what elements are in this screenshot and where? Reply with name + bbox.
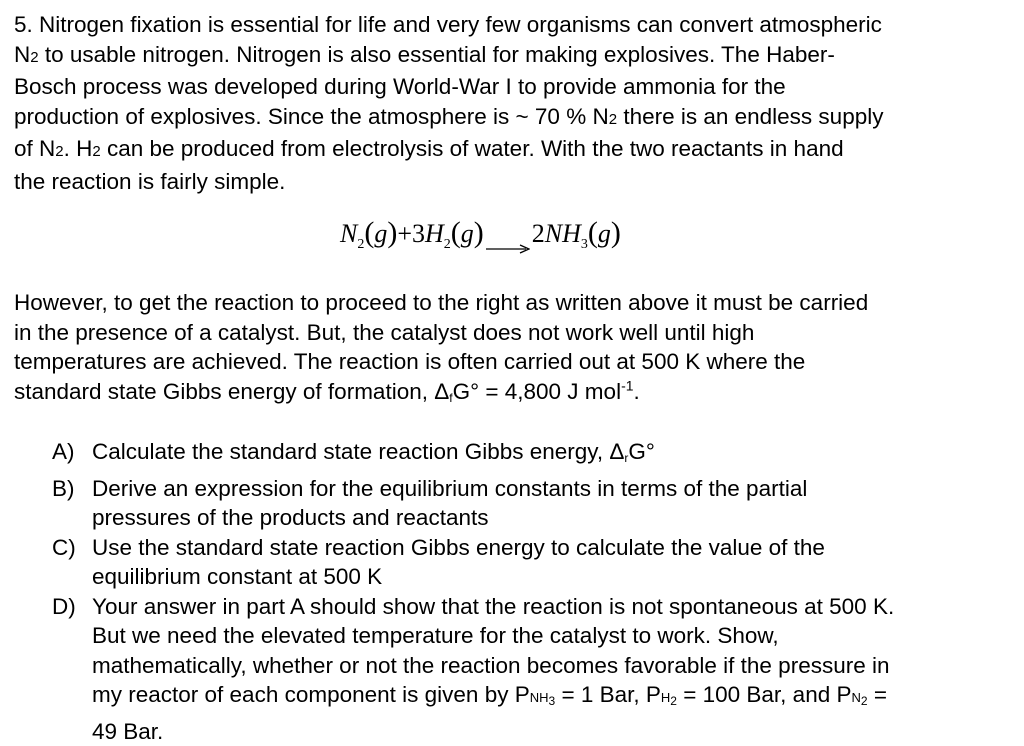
eq-paren-close-2: ) (474, 216, 484, 249)
catalyst-line-3: temperatures are achieved. The reaction is often carried out at 500 K where the (14, 347, 1014, 377)
part-a-letter: A) (52, 437, 92, 474)
intro-line-5-tail: can be produced from electrolysis of water. With the two reactants in hand (107, 136, 844, 161)
part-a-line-1: Calculate the standard state reaction Gibbs energy, Δ (92, 439, 624, 464)
part-d-line-2: But we need the elevated temperature for the catalyst to work. Show, (92, 621, 894, 651)
p-h2-sub-2: 2 (670, 694, 677, 708)
eq-g-1: g (374, 219, 387, 248)
part-c-line-2: equilibrium constant at 500 K (92, 562, 825, 592)
part-d-line-4-text: my reactor of each component is given by P (92, 682, 530, 707)
intro-line-5 (14, 134, 1014, 167)
catalyst-line-1: However, to get the reaction to proceed to the right as written above it must be carried (14, 288, 1014, 318)
eq-g-2: g (461, 219, 474, 248)
eq-paren-close-3: ) (611, 216, 621, 249)
p-h2-sub-h: H (661, 690, 670, 705)
part-d-line-1: Your answer in part A should show that the reaction is not spontaneous at 500 K. (92, 592, 894, 622)
part-a-text (92, 437, 655, 474)
h-text: . H (64, 136, 93, 161)
reaction-arrow-icon (486, 231, 530, 241)
part-d-line-3: mathematically, whether or not the reaction becomes favorable if the pressure in (92, 651, 894, 681)
question-parts (52, 437, 1012, 746)
p-h2-value: = 100 Bar, and P (677, 682, 852, 707)
p-nh3-sub-3: 3 (549, 694, 556, 708)
of-n-text: of N (14, 136, 55, 161)
p-nh3-value: = 1 Bar, P (555, 682, 661, 707)
problem-intro (14, 10, 1014, 196)
catalyst-paragraph (14, 288, 1014, 413)
eq-paren-close-1: ) (387, 216, 397, 249)
eq-n2: N (340, 219, 357, 248)
n2-symbol: N (14, 42, 30, 67)
part-c (52, 533, 1012, 592)
p-n2-equals: = (868, 682, 887, 707)
eq-plus-3: +3 (397, 219, 425, 248)
part-d-letter: D) (52, 592, 92, 746)
intro-line-3: Bosch process was developed during World-War I to provide ammonia for the (14, 72, 1014, 102)
catalyst-line-4 (14, 377, 1014, 414)
eq-coef-2: 2 (532, 219, 545, 248)
eq-nh3: NH (545, 219, 581, 248)
part-b (52, 474, 1012, 533)
delta-r-subscript: r (624, 451, 628, 465)
intro-line-2 (14, 40, 1014, 73)
eq-paren-open-3: ( (588, 216, 598, 249)
eq-n2-sub: 2 (357, 237, 364, 252)
catalyst-line-4-period: . (634, 379, 640, 404)
intro-line-2-text: to usable nitrogen. Nitrogen is also essential for making explosives. The Haber- (45, 42, 835, 67)
eq-h2-sub: 2 (444, 237, 451, 252)
eq-paren-open-2: ( (451, 216, 461, 249)
delta-f-subscript: f (449, 391, 452, 405)
part-c-line-1: Use the standard state reaction Gibbs energy to calculate the value of the (92, 533, 825, 563)
eq-g-3: g (598, 219, 611, 248)
part-c-letter: C) (52, 533, 92, 592)
catalyst-line-4-text: standard state Gibbs energy of formation, Δ (14, 379, 449, 404)
part-b-line-1: Derive an expression for the equilibrium constants in terms of the partial (92, 474, 807, 504)
n2-subscript: 2 (30, 49, 38, 66)
part-d-text (92, 592, 894, 746)
eq-nh3-sub: 3 (581, 237, 588, 252)
eq-h2: H (425, 219, 444, 248)
n2-subscript-3: 2 (55, 143, 63, 160)
p-n2-sub-2: 2 (861, 694, 868, 708)
intro-line-1: 5. Nitrogen fixation is essential for life and very few organisms can convert atmospheric (14, 10, 1014, 40)
p-nh3-sub-nh: NH (530, 690, 549, 705)
intro-line-4-text: production of explosives. Since the atmosphere is ~ 70 % N (14, 104, 609, 129)
reaction-equation (340, 216, 621, 253)
eq-paren-open-1: ( (364, 216, 374, 249)
part-d-line-4 (92, 680, 894, 717)
part-a (52, 437, 1012, 474)
part-d-line-5: 49 Bar. (92, 717, 894, 746)
h2-subscript: 2 (92, 143, 100, 160)
part-b-line-2: pressures of the products and reactants (92, 503, 807, 533)
mol-exponent: -1 (621, 377, 633, 393)
intro-line-6: the reaction is fairly simple. (14, 167, 1014, 197)
intro-line-4 (14, 102, 1014, 135)
p-n2-sub-n: N (851, 690, 860, 705)
part-a-line-1-tail: G° (628, 439, 655, 464)
catalyst-line-2: in the presence of a catalyst. But, the catalyst does not work well until high (14, 318, 1014, 348)
intro-paragraph (14, 10, 1014, 196)
part-b-text (92, 474, 807, 533)
part-d (52, 592, 1012, 746)
n2-subscript-2: 2 (609, 111, 617, 128)
part-c-text (92, 533, 825, 592)
gibbs-value: G° = 4,800 J mol (453, 379, 621, 404)
part-b-letter: B) (52, 474, 92, 533)
intro-line-4-tail: there is an endless supply (623, 104, 883, 129)
